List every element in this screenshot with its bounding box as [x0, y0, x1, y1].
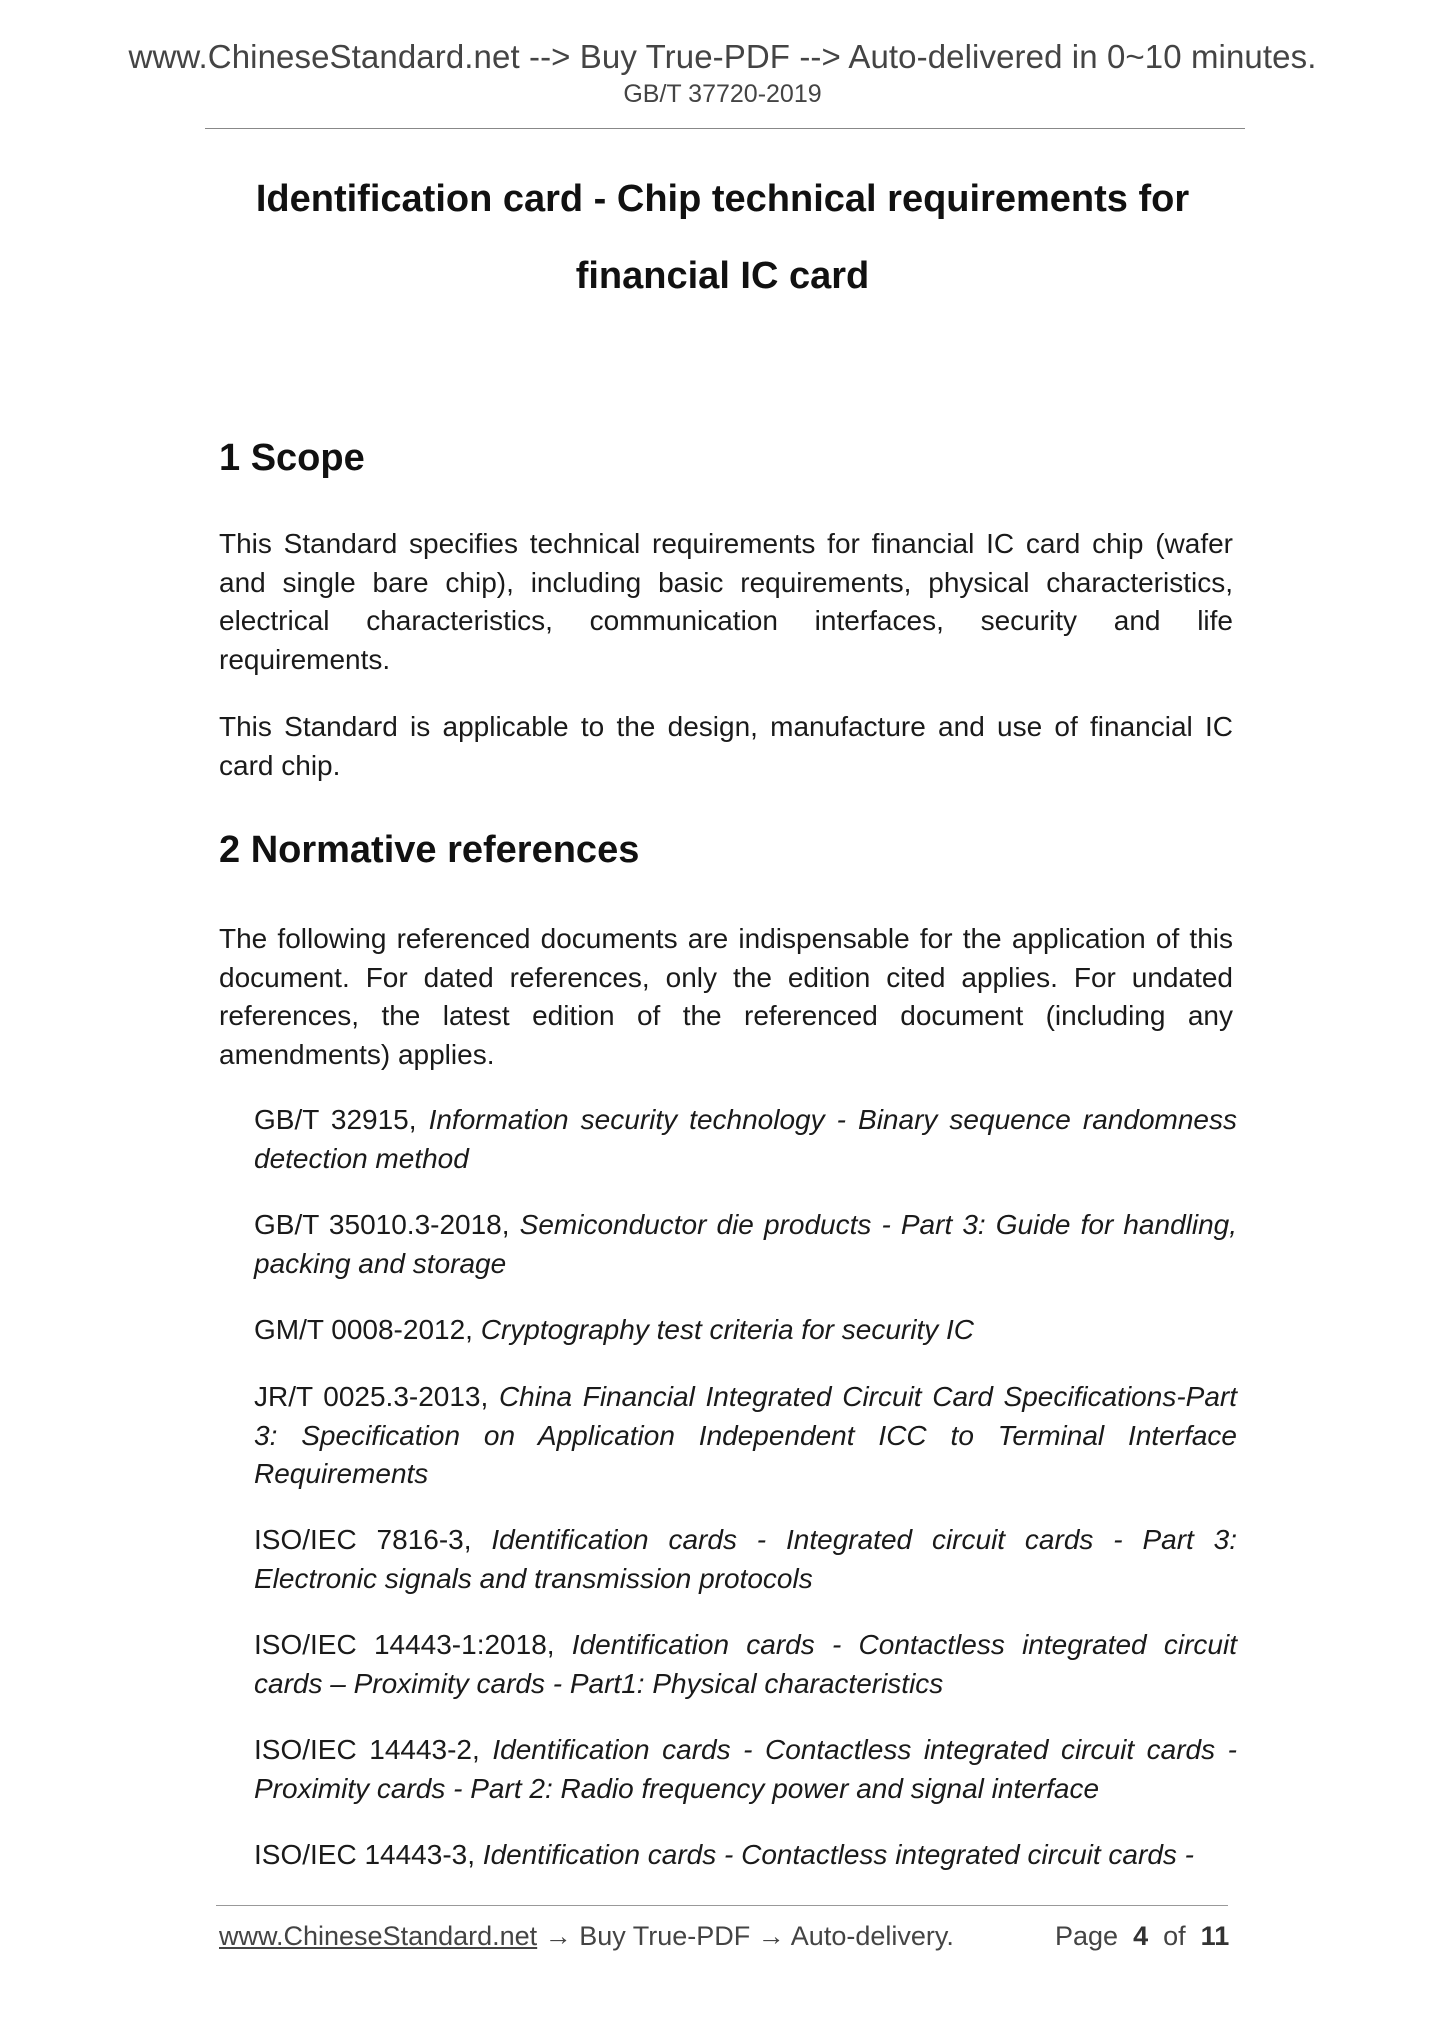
- page-label: Page: [1055, 1921, 1119, 1951]
- page-total: 11: [1200, 1921, 1230, 1951]
- reference-code: ISO/IEC 7816-3,: [254, 1524, 472, 1555]
- reference-item: [254, 1521, 1237, 1598]
- page-number: [1055, 1921, 1229, 1952]
- document-title-line2: financial IC card: [575, 255, 870, 297]
- reference-item: [254, 1731, 1237, 1808]
- section-heading-scope: 1 Scope: [219, 437, 365, 479]
- reference-code: JR/T 0025.3-2013,: [254, 1381, 489, 1412]
- reference-item: [254, 1626, 1237, 1703]
- document-title-line1: Identification card - Chip technical requirements for: [255, 178, 1190, 220]
- arrow-right-icon: →: [757, 1921, 785, 1951]
- header-banner: www.ChineseStandard.net --> Buy True-PDF --> Auto-delivered in 0~10 minutes.: [128, 38, 1317, 75]
- reference-title: Semiconductor die products - Part 3: Guide for handling, packing and storage: [254, 1209, 1238, 1279]
- reference-item: [254, 1206, 1237, 1283]
- footer-text: [219, 1921, 954, 1952]
- footer-divider: [216, 1905, 1228, 1906]
- reference-title: China Financial Integrated Circuit Card Specifications-Part 3: Specification on Application Independent ICC to Terminal Interface Requirements: [254, 1381, 1237, 1489]
- reference-title: Cryptography test criteria for security IC: [480, 1314, 975, 1345]
- standard-code: GB/T 37720-2019: [623, 80, 822, 108]
- reference-title: Identification cards - Contactless integrated circuit cards – Proximity cards - Part1: Physical characteristics: [254, 1629, 1237, 1699]
- reference-item: [254, 1836, 1237, 1875]
- reference-item: [254, 1101, 1237, 1178]
- footer-site-link[interactable]: www.ChineseStandard.net: [219, 1921, 538, 1951]
- header-divider: [205, 128, 1245, 129]
- arrow-right-icon: →: [544, 1921, 572, 1951]
- scope-paragraph-2: This Standard is applicable to the design, manufacture and use of financial IC card chip.: [219, 711, 1233, 781]
- footer-buy-text: Buy True-PDF: [579, 1921, 751, 1951]
- reference-title: Identification cards - Contactless integrated circuit cards -: [482, 1839, 1194, 1870]
- page-current: 4: [1133, 1921, 1149, 1951]
- reference-code: GB/T 32915,: [254, 1104, 417, 1135]
- scope-paragraph-1: This Standard specifies technical requirements for financial IC card chip (wafer and single bare chip), including basic requirements, physical characteristics, electrical characteristics, communication interfaces, security and life requirements.: [219, 528, 1233, 675]
- reference-code: GB/T 35010.3-2018,: [254, 1209, 510, 1240]
- reference-code: ISO/IEC 14443-1:2018,: [254, 1629, 555, 1660]
- reference-title: Identification cards - Integrated circuit cards - Part 3: Electronic signals and transmission protocols: [254, 1524, 1238, 1594]
- section-heading-normative-references: 2 Normative references: [219, 829, 640, 871]
- reference-title: Information security technology - Binary sequence randomness detection method: [254, 1104, 1237, 1174]
- reference-item: [254, 1378, 1237, 1494]
- reference-code: ISO/IEC 14443-3,: [254, 1839, 476, 1870]
- reference-code: GM/T 0008-2012,: [254, 1314, 473, 1345]
- reference-title: Identification cards - Contactless integrated circuit cards - Proximity cards - Part 2: Radio frequency power and signal interface: [254, 1734, 1238, 1804]
- reference-code: ISO/IEC 14443-2,: [254, 1734, 480, 1765]
- footer-delivery-text: Auto-delivery.: [790, 1921, 954, 1951]
- page-of-label: of: [1163, 1921, 1186, 1951]
- normative-references-intro: The following referenced documents are indispensable for the application of this document. For dated references, only the edition cited applies. For undated references, the latest edition of the referenced document (including any amendments) applies.: [219, 923, 1233, 1070]
- reference-item: [254, 1311, 1237, 1350]
